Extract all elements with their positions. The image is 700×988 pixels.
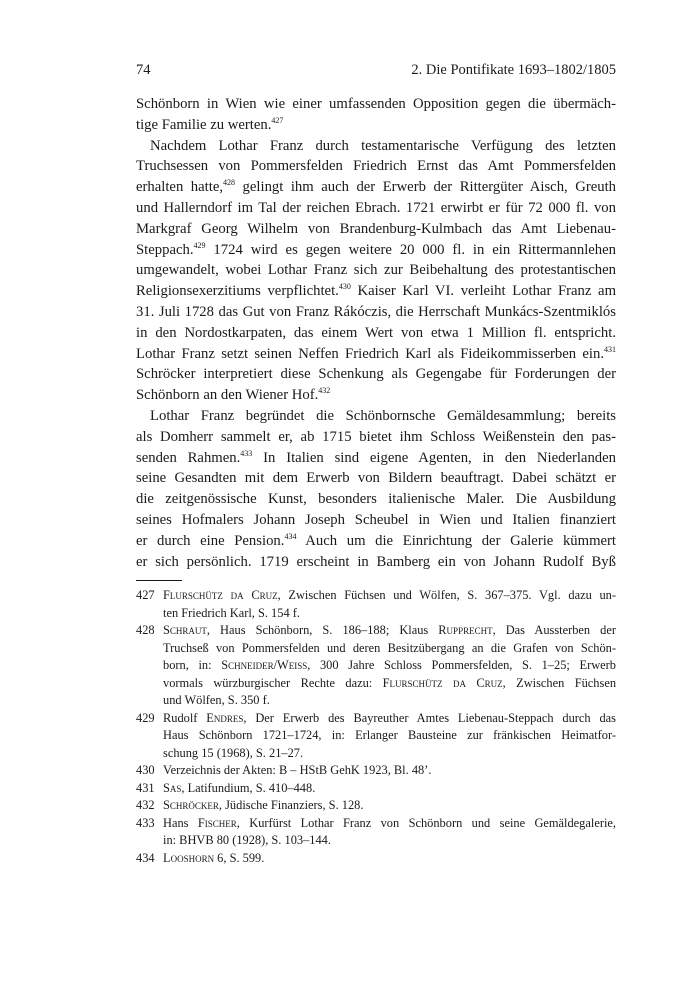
footnote-line: Truchseß von Pommersfelden und deren Besitzübergang an die Grafen von Schön- — [163, 640, 616, 655]
footnote-line: Flurschütz da Cruz, Zwischen Füchsen und Wölfen, S. 367–375. Vgl. dazu un- — [163, 588, 616, 602]
footnote-ref[interactable]: 428 — [223, 178, 236, 188]
footnote-line: Schröcker, Jüdische Finanziers, S. 128. — [163, 798, 364, 812]
footnote-line: ten Friedrich Karl, S. 154 f. — [163, 605, 300, 620]
text-line: Lothar Franz begründet die Schönbornsche Gemäldesammlung; bereits — [150, 407, 616, 424]
footnote-line: schung 15 (1968), S. 21–27. — [163, 745, 304, 760]
footnote-number: 430 — [136, 763, 155, 777]
footnote-number: 432 — [136, 798, 155, 812]
footnote-ref[interactable]: 432 — [318, 386, 331, 396]
footnote-ref[interactable]: 427 — [271, 115, 284, 125]
text-line: Religionsexerzitiums verpflichtet.$^{430}$ Kaiser Karl VI. verleiht Lothar Franz am — [136, 282, 616, 300]
page-number: 74 — [136, 62, 151, 78]
text-line: er durch eine Pension.$^{434}$ Auch um die Einrichtung der Galerie kümmert — [136, 531, 616, 549]
footnote-line: Hans Fischer, Kurfürst Lothar Franz von Schönborn und seine Gemäldegalerie, — [163, 815, 616, 830]
text-line: Steppach.$^{429}$ 1724 wird es gegen weitere 20 000 fl. in ein Rittermannlehen — [136, 240, 616, 258]
text-line: Schönborn an den Wiener Hof.$^{432}$ — [136, 386, 331, 404]
footnote-ref[interactable]: 431 — [604, 344, 616, 354]
footnote-434 — [136, 850, 616, 868]
footnote-number: 434 — [136, 850, 155, 865]
footnote-427 — [136, 587, 616, 622]
body-text — [136, 94, 616, 572]
footnote-line: und Wölfen, S. 350 f. — [163, 693, 270, 707]
text-line: seine Gesandten mit dem Erwerb von Bildern beauftragt. Dabei schätzt er — [136, 470, 616, 487]
footnote-line: in: BHVB 80 (1928), S. 103–144. — [163, 833, 331, 847]
footnote-line: Sas, Latifundium, S. 410–448. — [163, 780, 316, 795]
running-head: 2. Die Pontifikate 1693–1802/1805 — [411, 62, 616, 78]
footnote-line: Verzeichnis der Akten: B – HStB GehK 1923, Bl. 48’. — [163, 763, 432, 777]
footnote-line: born, in: Schneider/Weiss, 300 Jahre Schloss Pommersfelden, S. 1–25; Erwerb — [163, 658, 616, 672]
text-line: als Domherr sammelt er, ab 1715 bietet ihm Schloss Weißenstein den pas- — [136, 428, 616, 445]
footnote-separator — [136, 580, 182, 581]
footnotes — [136, 587, 616, 867]
text-line: und Hallerndorf im Tal der reichen Ebrach. 1721 erwirbt er für 72 000 fl. von — [136, 199, 616, 216]
text-line: die zeitgenössische Kunst, besonders italienische Maler. Die Ausbildung — [136, 491, 616, 508]
text-line: in den Nordostkarpaten, das einem Wert von etwa 1 Million fl. entspricht. — [136, 324, 616, 341]
footnote-number: 429 — [136, 710, 155, 725]
text-line: Lothar Franz setzt seinen Neffen Friedrich Karl als Fideikommisserben ein.$^{431}$ — [136, 344, 616, 362]
footnote-number: 433 — [136, 815, 155, 830]
footnote-line: vormals würzburgischer Rechte dazu: Flurschütz da Cruz, Zwischen Füchsen — [163, 675, 617, 690]
footnote-ref[interactable]: 429 — [193, 240, 206, 250]
footnote-line: Looshorn 6, S. 599. — [163, 850, 265, 865]
text-line: 31. Juli 1728 das Gut von Franz Rákóczis, die Herrschaft Munkács-Szentmiklós — [136, 303, 616, 320]
footnote-ref[interactable]: 433 — [240, 448, 253, 458]
text-line: Schröcker interpretiert diese Schenkung als Gegengabe für Forderungen der — [136, 366, 616, 383]
footnote-line: Haus Schönborn 1721–1724, in: Erlanger Bausteine zur fränkischen Heimatfor- — [163, 728, 616, 742]
page-header — [136, 62, 616, 84]
text-line: seines Hofmalers Johann Joseph Scheubel in Wien und Italien finanziert — [136, 511, 616, 528]
footnote-number: 427 — [136, 588, 155, 602]
text-line: umgewandelt, wobei Lothar Franz sich zur Beibehaltung des protestantischen — [136, 262, 616, 279]
footnote-ref[interactable]: 434 — [284, 531, 297, 541]
text-line: Schönborn in Wien wie einer umfassenden Opposition gegen die übermäch- — [136, 96, 616, 112]
footnote-431 — [136, 780, 616, 798]
footnote-number: 431 — [136, 780, 155, 795]
text-line: Nachdem Lothar Franz durch testamentarische Verfügung des letzten — [150, 137, 616, 154]
footnote-number: 428 — [136, 623, 155, 637]
text-line: tige Familie zu werten.$^{427}$ — [136, 115, 284, 133]
footnote-ref[interactable]: 430 — [338, 282, 351, 292]
text-line: er sich persönlich. 1719 erscheint in Bamberg ein von Johann Rudolf Byß — [136, 553, 616, 570]
footnote-430 — [136, 762, 616, 780]
text-line: Truchsessen von Pommersfelden Friedrich Ernst das Amt Pommersfelden — [136, 158, 616, 175]
footnote-line: Rudolf Endres, Der Erwerb des Bayreuther Amtes Liebenau-Steppach durch das — [163, 710, 616, 725]
footnote-433 — [136, 815, 616, 850]
footnote-428 — [136, 622, 616, 710]
text-line: senden Rahmen.$^{433}$ In Italien sind eigene Agenten, in den Niederlanden — [136, 448, 617, 466]
text-line: Markgraf Georg Wilhelm von Brandenburg-Kulmbach das Amt Liebenau- — [136, 220, 616, 237]
text-line: erhalten hatte,$^{428}$ gelingt ihm auch der Erwerb der Rittergüter Aisch, Greuth — [136, 178, 617, 196]
footnote-line: Schraut, Haus Schönborn, S. 186–188; Klaus Rupprecht, Das Aussterben der — [163, 623, 616, 637]
footnote-432 — [136, 797, 616, 815]
footnote-429 — [136, 710, 616, 763]
